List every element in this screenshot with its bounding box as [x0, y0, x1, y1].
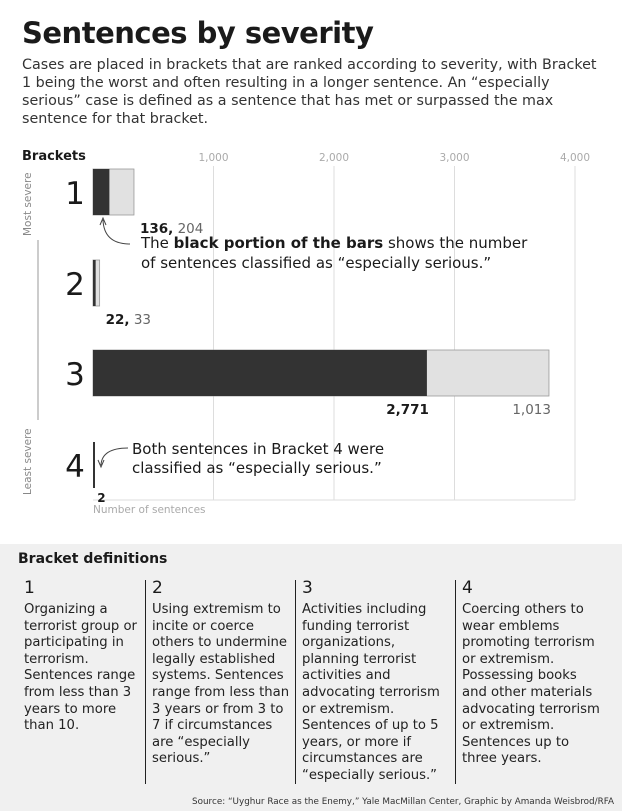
annotation-black-portion — [140, 234, 528, 252]
definition-text: Using extremism to incite or coerce others to undermine legally established systems. Sentences range from less than 3 years or from 3 to 7 if circumstances are “especially serious.” — [152, 602, 290, 767]
bar-especially-serious-bracket-1 — [93, 169, 109, 215]
chart-title: Sentences by severity — [22, 16, 374, 50]
x-axis-label: Number of sentences — [93, 504, 206, 516]
definition-number: 2 — [152, 578, 163, 598]
bar-especially-serious-bracket-2 — [93, 260, 96, 306]
x-tick-label: 2,000 — [318, 152, 350, 164]
definition-bracket-4 — [462, 578, 604, 768]
annotation-arrow-line — [103, 220, 130, 244]
definition-divider — [295, 580, 296, 784]
source-credit: Source: “Uyghur Race as the Enemy,” Yale MacMillan Center, Graphic by Amanda Weisbrod/RFA — [192, 797, 614, 807]
definition-number: 4 — [462, 578, 473, 598]
value-label-bold: 2 — [97, 491, 106, 505]
bar-especially-serious-bracket-3 — [93, 350, 427, 396]
definition-number: 1 — [24, 578, 35, 598]
definitions-heading: Bracket definitions — [18, 551, 168, 567]
definition-bracket-1 — [24, 578, 144, 735]
value-label-bold: 22, — [105, 312, 130, 328]
x-tick-label: 1,000 — [198, 152, 229, 164]
value-label-bold: 2,771 — [386, 402, 429, 418]
annotation-segment: The — [141, 234, 174, 252]
annotation-arrow-line — [101, 448, 128, 465]
annotation-segment: shows the number — [383, 234, 528, 252]
most-severe-label: Most severe — [22, 172, 34, 236]
x-tick-label: 4,000 — [559, 152, 591, 164]
bar-chart — [0, 140, 622, 540]
value-label-light: 204 — [173, 221, 204, 237]
annotation-bracket4-line2: classified as “especially serious.” — [132, 459, 382, 477]
bracket-label-2: 2 — [65, 267, 85, 303]
chart-subtitle: Cases are placed in brackets that are ranked according to severity, with Bracket 1 being the worst and often resulting in a longer sentence. An “especially serious” case is defined as a sentence that has met or surpassed the max sentence for that bracket. — [22, 57, 597, 127]
definition-bracket-3 — [302, 578, 448, 785]
bracket-definitions-panel — [0, 544, 622, 811]
value-label-light: 33 — [129, 312, 152, 328]
least-severe-label: Least severe — [22, 428, 34, 495]
value-label-bold: 136, — [139, 221, 174, 237]
annotation-black-portion-line2: of sentences classified as “especially serious.” — [141, 254, 492, 272]
value-label-light: 1,013 — [512, 402, 551, 418]
annotation-segment: black portion of the bars — [173, 234, 384, 252]
bracket-label-1: 1 — [65, 176, 85, 212]
annotation-bracket4: Both sentences in Bracket 4 were — [132, 440, 385, 458]
definition-text: Activities including funding terrorist organizations, planning terrorist activities and advocating terrorism or extremism. Sentences of up to 5 years, or more if circumstances are “especially serious.” — [302, 602, 440, 783]
value-label — [97, 491, 105, 505]
bracket-label-4: 4 — [65, 449, 85, 485]
definition-bracket-2 — [152, 578, 292, 768]
bracket-label-3: 3 — [65, 357, 85, 393]
definition-divider — [455, 580, 456, 784]
definition-divider — [145, 580, 146, 784]
definition-text: Coercing others to wear emblems promoting terrorism or extremism. Possessing books and other materials advocating terrorism or extremism. Sentences up to three years. — [462, 602, 600, 767]
value-label — [106, 312, 151, 328]
bar-especially-serious-bracket-4 — [93, 442, 95, 488]
definition-number: 3 — [302, 578, 313, 598]
brackets-header: Brackets — [22, 149, 86, 164]
x-tick-label: 3,000 — [439, 152, 470, 164]
definition-text: Organizing a terrorist group or participating in terrorism. Sentences range from less than 3 years to more than 10. — [24, 602, 137, 734]
